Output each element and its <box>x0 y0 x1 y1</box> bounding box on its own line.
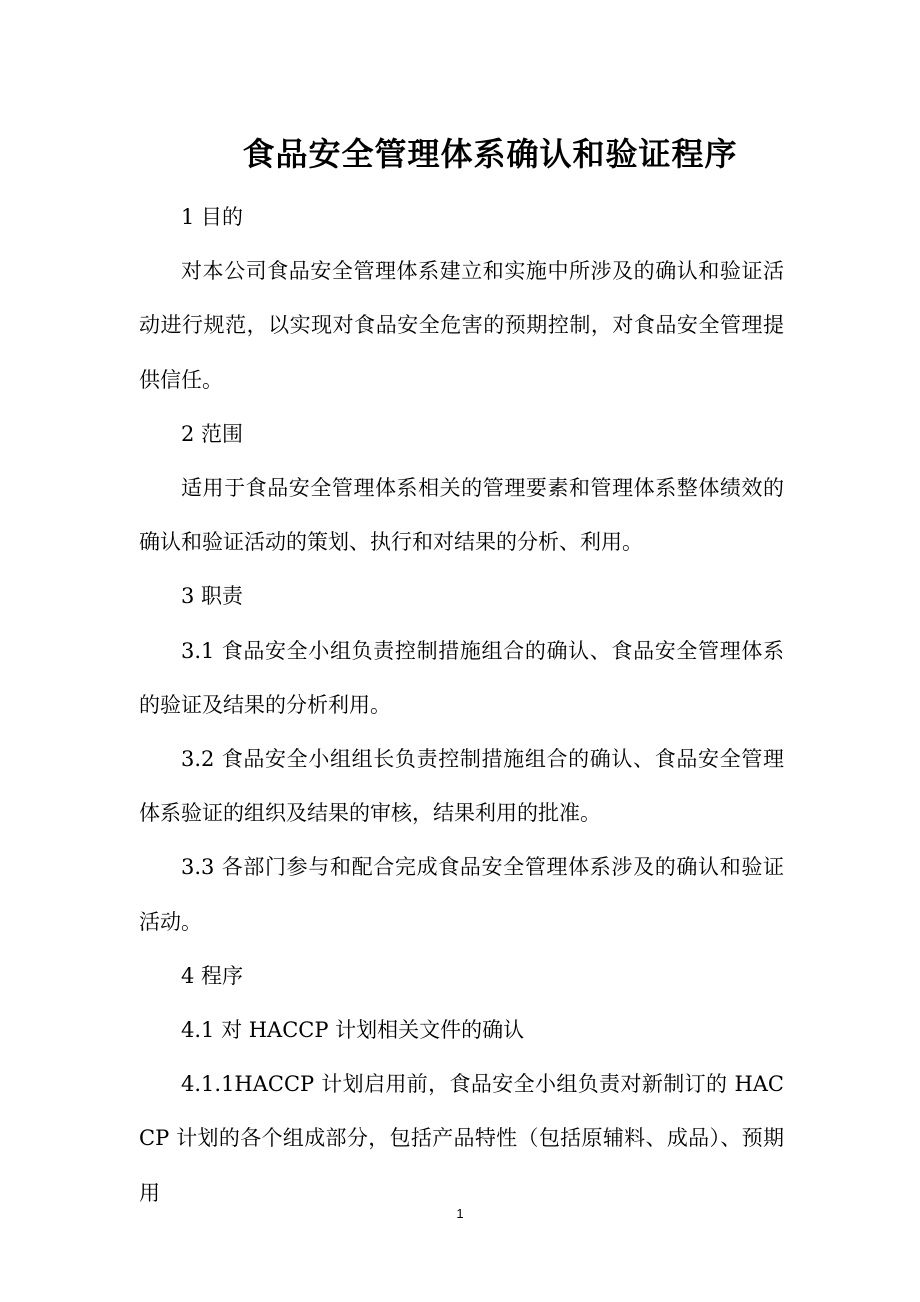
paragraph-purpose: 对本公司食品安全管理体系建立和实施中所涉及的确认和验证活动进行规范，以实现对食品安全危害的预期控制，对食品安全管理提供信任。 <box>139 259 784 392</box>
section-heading-responsibilities: 3 职责 <box>181 584 244 609</box>
document-title: 食品安全管理体系确认和验证程序 <box>242 135 738 174</box>
section-heading-procedure: 4 程序 <box>181 963 244 988</box>
subsection-heading-4-1: 4.1 对 HACCP 计划相关文件的确认 <box>181 1018 525 1043</box>
document-body <box>139 190 784 1220</box>
paragraph-responsibility-3-1: 3.1 食品安全小组负责控制措施组合的确认、食品安全管理体系的验证及结果的分析利用。 <box>139 638 784 717</box>
paragraph-responsibility-3-2: 3.2 食品安全小组组长负责控制措施组合的确认、食品安全管理体系验证的组织及结果的审核，结果利用的批准。 <box>139 747 784 826</box>
paragraph-responsibility-3-3: 3.3 各部门参与和配合完成食品安全管理体系涉及的确认和验证活动。 <box>139 855 784 934</box>
paragraph-4-1-1: 4.1.1HACCP 计划启用前，食品安全小组负责对新制订的 HACCP 计划的各个组成部分，包括产品特性（包括原辅料、成品）、预期用 <box>139 1072 784 1205</box>
section-heading-scope: 2 范围 <box>181 421 244 446</box>
paragraph-scope: 适用于食品安全管理体系相关的管理要素和管理体系整体绩效的确认和验证活动的策划、执行和对结果的分析、利用。 <box>139 476 784 555</box>
page-number: 1 <box>456 1206 464 1221</box>
section-heading-purpose: 1 目的 <box>181 205 244 229</box>
